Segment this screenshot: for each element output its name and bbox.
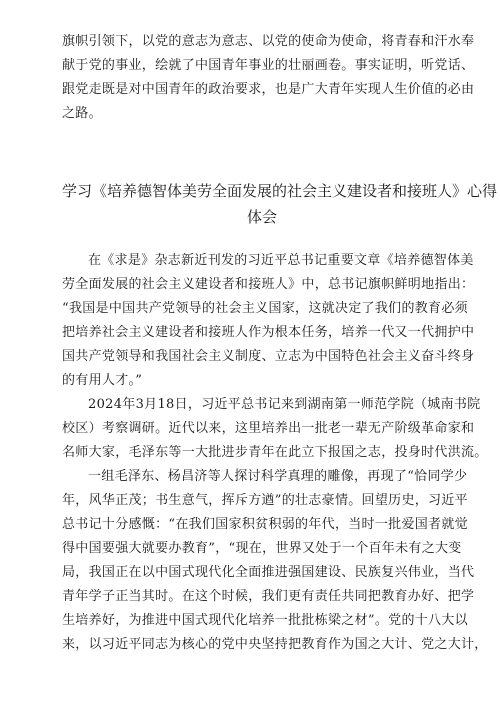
text-line: 局，我国正在以中国式现代化全面推进强国建设、民族复兴伟业，当代 (62, 565, 475, 580)
text-line: 在《求是》杂志新近刊发的习近平总书记重要文章《培养德智体美 (88, 253, 474, 268)
text-line: 献于党的事业，绘就了中国青年事业的壮丽画卷。事实证明，听党话、 (62, 58, 475, 73)
text-line: 2024年3月18日，习近平总书记来到湖南第一师范学院（城南书院 (88, 397, 481, 412)
text-line: 来，以习近平同志为核心的党中央坚持把教育作为国之大计、党之大计， (62, 637, 488, 652)
text-line: 总书记十分感慨：“在我们国家积贫积弱的年代，当时一批爱国者就觉 (62, 517, 468, 532)
text-line: 得中国要强大就要办教育”，“现在，世界又处于一个百年未有之大变 (62, 541, 462, 556)
text-line: 国共产党领导和我国社会主义制度、立志为中国特色社会主义奋斗终身 (62, 349, 475, 364)
paragraph-intro (62, 30, 475, 126)
paragraph-1 (62, 249, 475, 393)
paragraph-2 (62, 393, 488, 465)
text-line: “我国是中国共产党领导的社会主义国家，这就决定了我们的教育必须 (62, 301, 468, 316)
text-line: 名师大家，毛泽东等一大批进步青年在此立下报国之志，投身时代洪流。 (62, 445, 488, 460)
text-line: 之路。 (62, 106, 102, 121)
text-line: 校区）考察调研。近代以来，这里培养出一批老一辈无产阶级革命家和 (62, 421, 475, 436)
text-line: 跟党走既是对中国青年的政治要求，也是广大青年实现人生价值的必由 (62, 82, 475, 97)
text-line: 年，风华正茂；书生意气，挥斥方遒”的壮志豪情。回望历史，习近平 (62, 493, 468, 508)
text-line: 生培养好，为推进中国式现代化培养一批批栋梁之材”。党的十八大以 (62, 613, 468, 628)
title-line: 体会 (246, 208, 277, 226)
text-line: 的有用人才。” (62, 373, 143, 388)
text-line: 一组毛泽东、杨昌济等人探讨科学真理的雕像，再现了“恰同学少 (88, 469, 468, 484)
article-title (62, 178, 498, 230)
text-line: 劳全面发展的社会主义建设者和接班人》中，总书记旗帜鲜明地指出： (62, 277, 475, 292)
text-line: 青年学子正当其时。在这个时候，我们更有责任共同把教育办好、把学 (62, 589, 475, 604)
text-line: 把培养社会主义建设者和接班人作为根本任务，培养一代又一代拥护中 (62, 325, 475, 340)
paragraph-3 (62, 465, 488, 657)
title-line: 学习《培养德智体美劳全面发展的社会主义建设者和接班人》心得 (62, 182, 498, 200)
text-line: 旗帜引领下，以党的意志为意志、以党的使命为使命，将青春和汗水奉 (62, 34, 475, 49)
